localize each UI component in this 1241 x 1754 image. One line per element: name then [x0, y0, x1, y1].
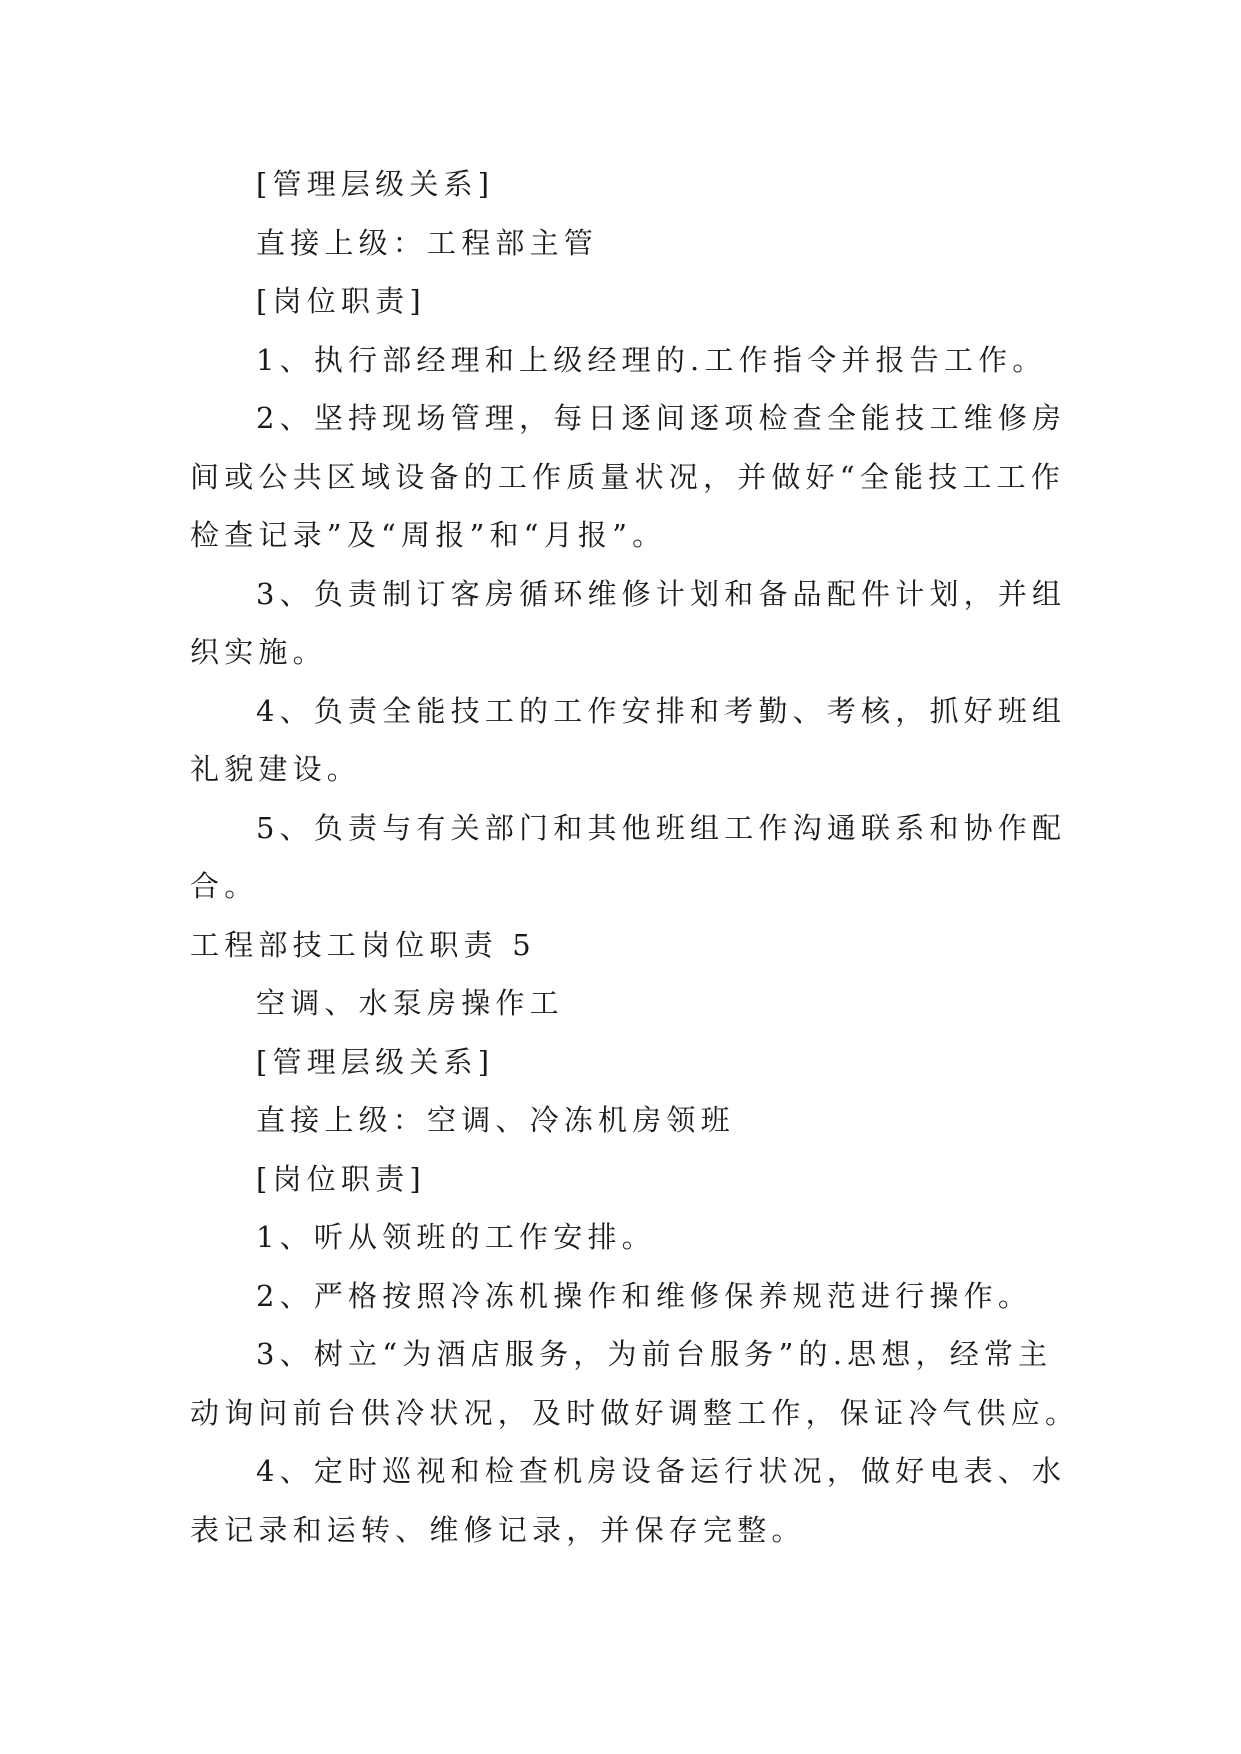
duty-item-3: 3、树立“为酒店服务，为前台服务”的.思想，经常主 — [256, 1337, 1053, 1371]
duty-item-1: 1、执行部经理和上级经理的.工作指令并报告工作。 — [256, 342, 1047, 377]
duty-item-4-cont: 表记录和运转、维修记录，并保存完整。 — [190, 1512, 806, 1547]
duty-item-1: 1、听从领班的工作安排。 — [256, 1220, 656, 1254]
duty-item-5: 5、负责与有关部门和其他班组工作沟通联系和协作配 — [256, 810, 1067, 845]
direct-supervisor-line: 直接上级：工程部主管 — [256, 225, 599, 260]
section-label-duties: [岗位职责] — [256, 284, 426, 318]
document-body — [190, 155, 1080, 1559]
duty-item-3-cont: 织实施。 — [190, 635, 327, 669]
duty-item-2: 2、严格按照冷冻机操作和维修保养规范进行操作。 — [256, 1278, 1033, 1313]
duty-item-2-cont: 检查记录”及“周报”和“月报”。 — [190, 518, 667, 552]
direct-supervisor-line: 直接上级：空调、冷冻机房领班 — [256, 1103, 735, 1137]
section-label-management: [管理层级关系] — [256, 167, 495, 201]
duty-item-3: 3、负责制订客房循环维修计划和备品配件计划，并组 — [256, 576, 1067, 611]
duty-item-2-cont: 间或公共区域设备的工作质量状况，并做好“全能技工工作 — [190, 459, 1066, 494]
duty-item-4: 4、定时巡视和检查机房设备运行状况，做好电表、水 — [256, 1454, 1067, 1488]
section-heading: 工程部技工岗位职责 5 — [190, 927, 536, 962]
job-title: 空调、水泵房操作工 — [256, 986, 564, 1020]
section-label-duties: [岗位职责] — [256, 1161, 426, 1196]
section-label-management: [管理层级关系] — [256, 1044, 495, 1079]
duty-item-3-cont: 动询问前台供冷状况，及时做好调整工作，保证冷气供应。 — [190, 1395, 1080, 1430]
duty-item-4: 4、负责全能技工的工作安排和考勤、考核，抓好班组 — [256, 693, 1067, 728]
duty-item-2: 2、坚持现场管理，每日逐间逐项检查全能技工维修房 — [256, 401, 1067, 435]
duty-item-4-cont: 礼貌建设。 — [190, 752, 362, 786]
duty-item-5-cont: 合。 — [190, 869, 259, 903]
